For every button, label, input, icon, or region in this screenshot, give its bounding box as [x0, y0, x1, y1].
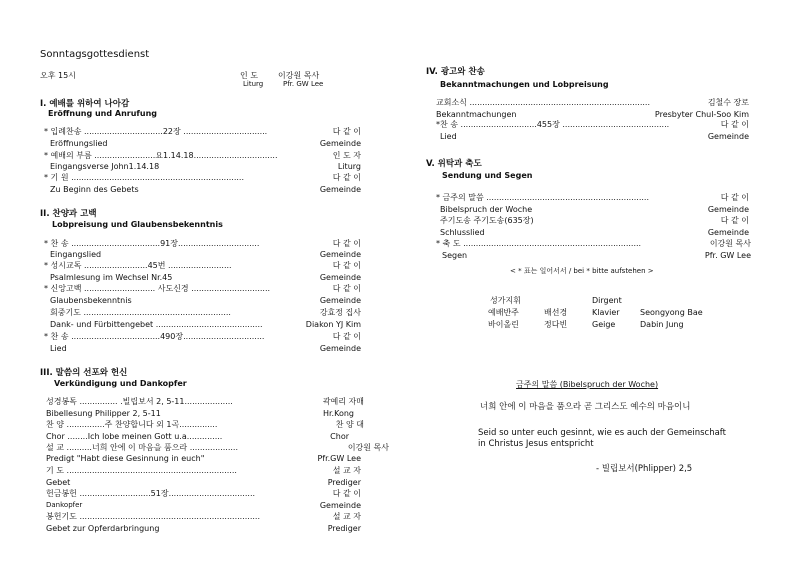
s2-row1-kr: * 찬 송 ...................................91장................................ [44, 239, 260, 248]
piano-name-kr: 배선경 [544, 308, 568, 317]
s2-row2-de: Psalmlesung im Wechsel Nr.45 [50, 273, 173, 282]
verse-german-line1: Seid so unter euch gesinnt, wie es auch der Gemeinschaft [478, 428, 726, 438]
verse-heading: 금주의 말씀 (Bibelspruch der Woche) [516, 380, 659, 389]
s3-row4-kr: 기 도 ................................................................... [46, 466, 237, 475]
piano-label-de: Klavier [592, 308, 620, 317]
s3-row5-de-right: Gemeinde [319, 501, 361, 510]
s3-row5-de: Dankopfer [46, 501, 83, 509]
leader-name-kr: 이강원 목사 [278, 71, 320, 80]
s2-row3-kr: * 신앙고백 ............................ 사도신경 ............................... [44, 284, 271, 293]
s3-row5-kr: 헌금봉헌 ............................51장.................................. [46, 489, 256, 498]
s5-row1-de: Bibelspruch der Woche [440, 205, 533, 214]
s3-row1-de: Bibellesung Philipper 2, 5-11 [46, 409, 161, 418]
s2-row5-kr-right: 다 같 이 [332, 332, 361, 341]
s3-row6-de: Gebet zur Opferdarbringung [46, 524, 160, 533]
s3-row2-de-right: Chor [330, 432, 349, 441]
s4-row2-kr-right: 다 같 이 [720, 120, 749, 129]
s3-row1-de-right: Hr.Kong [322, 409, 354, 418]
s2-row1-kr-right: 다 같 이 [332, 239, 361, 248]
s5-row3-kr: * 축 도 ...................................................................... [436, 239, 642, 248]
violin-name-de: Dabin Jung [640, 320, 684, 329]
s2-row2-de-right: Gemeinde [319, 273, 361, 282]
s3-row4-kr-right: 설 교 자 [332, 466, 361, 475]
violin-label-kr: 바이올린 [488, 320, 519, 329]
section-4-title-kr: IV. 광고와 찬송 [426, 67, 485, 77]
s3-row2-de: Chor ........Ich lobe meinen Gott u.a.............. [46, 432, 223, 441]
s2-row3-de-right: Gemeinde [319, 296, 361, 305]
violin-label-de: Geige [592, 320, 616, 329]
standing-note: < * 표는 일어서서 / bei * bitte aufstehen > [510, 267, 654, 275]
piano-name-de: Seongyong Bae [640, 308, 703, 317]
section-3-title-kr: III. 말씀의 선포와 헌신 [40, 368, 128, 378]
s2-row3-kr-right: 다 같 이 [332, 284, 361, 293]
s1-row2-de-right: Liturg [337, 162, 361, 171]
section-3-title-de: Verkündigung und Dankopfer [54, 379, 187, 388]
s4-row1-de: Bekanntmachungen [436, 110, 517, 119]
s3-row2-kr-right: 찬 양 대 [335, 420, 364, 429]
s3-row3-de-right: Pfr.GW Lee [317, 454, 361, 463]
violin-name-kr: 정다빈 [544, 320, 568, 329]
s3-row4-de-right: Prediger [327, 478, 361, 487]
s3-row6-kr-right: 설 교 자 [332, 512, 361, 521]
s4-row2-kr: *찬 송 ..............................455장 .......................................... [436, 120, 670, 129]
s2-row3-de: Glaubensbekenntnis [50, 296, 132, 305]
verse-german-line2: in Christus Jesus entspricht [478, 439, 594, 449]
section-1-title-kr: I. 예배를 위하여 나아감 [40, 99, 130, 109]
s3-row5-kr-right: 다 같 이 [332, 489, 361, 498]
s3-row6-kr: 봉헌기도 ....................................................................... [46, 512, 261, 521]
s1-row2-kr: * 예배의 부름 ........................요1.14.18................................. [44, 151, 278, 160]
s3-row6-de-right: Prediger [327, 524, 361, 533]
page-title: Sonntagsgottesdienst [40, 49, 150, 60]
conductor-label-de: Dirgent [592, 296, 622, 305]
s1-row1-de: Eröffnungslied [50, 139, 108, 148]
s4-row1-de-right: Presbyter Chul-Soo Kim [654, 110, 749, 119]
s2-row1-de: Eingangslied [50, 250, 102, 259]
s2-row5-de-right: Gemeinde [319, 344, 361, 353]
section-2-title-de: Lobpreisung und Glaubensbekenntnis [52, 220, 223, 229]
s3-row1-kr: 성경봉독 ............... .빌립보서 2, 5-11................... [46, 397, 233, 406]
s2-row1-de-right: Gemeinde [319, 250, 361, 259]
s3-row3-kr: 설 교 ..........너희 안에 이 마음을 품으라 ................... [46, 443, 239, 452]
s1-row1-kr: * 입례찬송 ...............................22장 ................................. [44, 127, 268, 136]
s5-row3-kr-right: 이강원 목사 [709, 239, 751, 248]
s5-row2-kr: 주기도송 주기도송(635장) [440, 216, 534, 225]
s3-row4-de: Gebet [46, 478, 71, 487]
s2-row2-kr-right: 다 같 이 [332, 261, 361, 270]
s3-row3-kr-right: 이강원 목사 [347, 443, 389, 452]
section-2-title-kr: II. 찬양과 고백 [40, 209, 97, 219]
s5-row2-de: Schlusslied [440, 228, 485, 237]
piano-label-kr: 예배반주 [488, 308, 519, 317]
conductor-label-kr: 성가지휘 [490, 296, 521, 305]
s2-row5-de: Lied [50, 344, 67, 353]
leader-role-de: Liturg [243, 80, 264, 88]
s2-row2-kr: * 성시교독 .........................45번 ......................... [44, 261, 232, 270]
s4-row2-de-right: Gemeinde [707, 132, 749, 141]
s1-row1-de-right: Gemeinde [319, 139, 361, 148]
section-5-title-de: Sendung und Segen [442, 171, 533, 180]
s5-row2-kr-right: 다 같 이 [720, 216, 749, 225]
verse-source: - 빌립보서(Phlipper) 2,5 [596, 464, 693, 474]
verse-korean: 너희 안에 이 마음을 품으라 곧 그리스도 예수의 마음이니 [480, 402, 691, 412]
section-1-title-de: Eröffnung und Anrufung [48, 109, 158, 118]
s3-row1-kr-right: 곽예리 자매 [322, 397, 364, 406]
s5-row1-kr-right: 다 같 이 [720, 193, 749, 202]
s2-row5-kr: * 찬 송 ...................................490장................................ [44, 332, 265, 341]
section-4-title-de: Bekanntmachungen und Lobpreisung [440, 80, 609, 89]
s1-row3-de-right: Gemeinde [319, 185, 361, 194]
s1-row2-de: Eingangsverse John1.14.18 [50, 162, 160, 171]
s2-row4-kr: 회중기도 .......................................................... [50, 308, 231, 317]
s1-row3-kr-right: 다 같 이 [332, 173, 361, 182]
s1-row2-kr-right: 인 도 자 [332, 151, 361, 160]
s1-row1-kr-right: 다 같 이 [332, 127, 361, 136]
leader-role-kr: 인 도 [240, 71, 258, 80]
s5-row1-de-right: Gemeinde [707, 205, 749, 214]
service-time: 오후 15시 [40, 71, 76, 80]
s4-row1-kr: 교회소식 ....................................................................... [436, 98, 651, 107]
s4-row1-kr-right: 김철수 장로 [707, 98, 749, 107]
s5-row3-de: Segen [442, 251, 468, 260]
s4-row2-de: Lied [440, 132, 457, 141]
s3-row3-de: Predigt "Habt diese Gesinnung in euch" [46, 454, 205, 463]
s5-row1-kr: * 금주의 말씀 ................................................................ [436, 193, 650, 202]
s2-row4-de: Dank- und Fürbittengebet .......................................... [50, 320, 263, 329]
s5-row2-de-right: Gemeinde [707, 228, 749, 237]
section-5-title-kr: V. 위탁과 축도 [426, 159, 482, 169]
s1-row3-kr: * 기 원 .................................................................... [44, 173, 245, 182]
leader-name-de: Pfr. GW Lee [283, 80, 324, 88]
s1-row3-de: Zu Beginn des Gebets [50, 185, 139, 194]
s2-row4-de-right: Diakon YJ Kim [305, 320, 361, 329]
s2-row4-kr-right: 강효정 집사 [319, 308, 361, 317]
s5-row3-de-right: Pfr. GW Lee [704, 251, 751, 260]
s3-row2-kr: 찬 양 ...............주 찬양합니다 외 1곡............... [46, 420, 218, 429]
